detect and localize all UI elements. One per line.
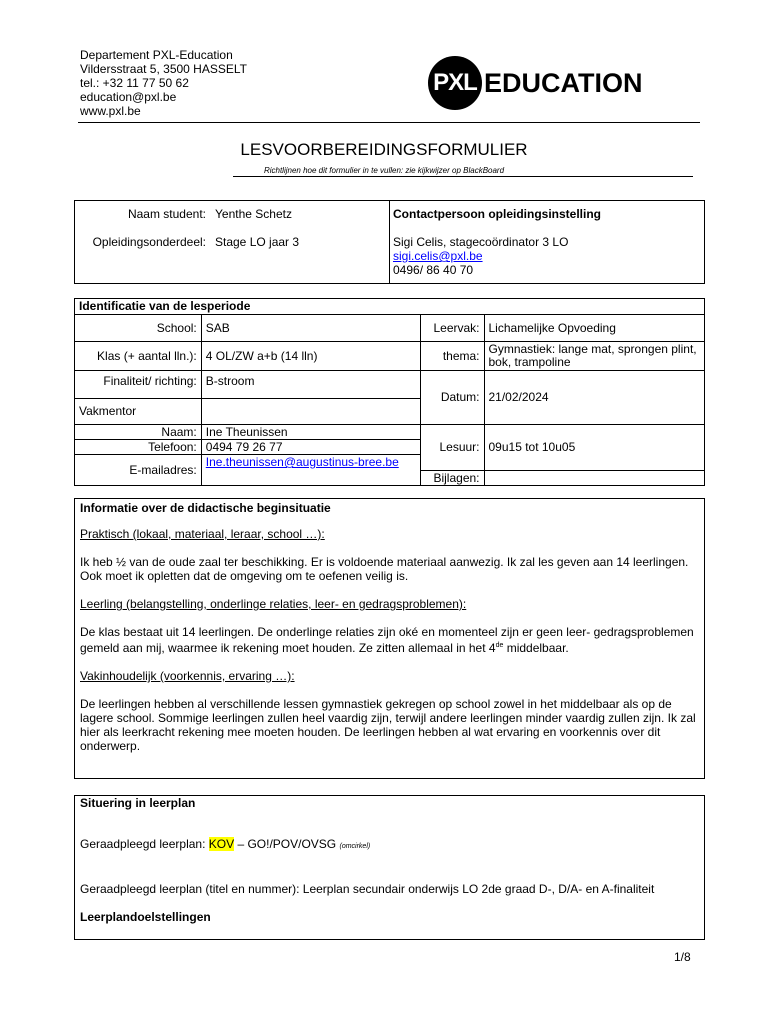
leerplan-kov-highlight: KOV bbox=[208, 837, 235, 851]
address-line: www.pxl.be bbox=[80, 104, 141, 118]
mentor-label: Vakmentor bbox=[75, 399, 202, 425]
contact-block bbox=[393, 235, 568, 277]
vak-label: Leervak: bbox=[420, 315, 484, 342]
ident-table bbox=[74, 298, 705, 486]
leerplan-doel: Leerplandoelstellingen bbox=[80, 910, 211, 924]
dept-value: Stage LO jaar 3 bbox=[215, 235, 300, 249]
student-box bbox=[74, 200, 705, 284]
thema-label: thema: bbox=[420, 342, 484, 371]
mentor-email-link[interactable]: Ine.theunissen@augustinus-bree.be bbox=[205, 455, 399, 469]
pxl-logo bbox=[428, 58, 643, 108]
fin-value: B-stroom bbox=[201, 371, 420, 399]
leer-text bbox=[80, 625, 699, 655]
naam-label: Naam: bbox=[75, 425, 202, 440]
leerplan-omcirkel: (omcirkel) bbox=[339, 843, 371, 850]
klas-label: Klas (+ aantal lln.): bbox=[75, 342, 202, 371]
header-address bbox=[80, 48, 247, 118]
leerplan-line2: Geraadpleegd leerplan (titel en nummer): Leerplan secundair onderwijs LO 2de graad D-, D/A- en A-finaliteit bbox=[80, 882, 655, 896]
address-line: education@pxl.be bbox=[80, 90, 177, 104]
school-value: SAB bbox=[201, 315, 420, 342]
tel-label: Telefoon: bbox=[75, 440, 202, 455]
student-box-divider bbox=[389, 201, 390, 283]
leer-text-sup: de bbox=[495, 642, 504, 649]
bijlagen-label: Bijlagen: bbox=[420, 471, 484, 486]
leer-text-end: middelbaar. bbox=[506, 641, 569, 655]
leer-text-main: De klas bestaat uit 14 leerlingen. De onderlinge relaties zijn oké en momenteel zijn er geen leer- gedragsproblemen gemeld aan mij, waarmee ik rekening moet houden. Ze zitten allemaal in het 4 bbox=[80, 625, 694, 655]
header-divider bbox=[78, 122, 700, 123]
leerplan-title: Situering in leerplan bbox=[80, 796, 196, 810]
datum-label: Datum: bbox=[420, 371, 484, 425]
leerplan-line1-rest: – GO!/POV/OVSG bbox=[234, 837, 340, 851]
vak-heading: Vakinhoudelijk (voorkennis, ervaring …): bbox=[80, 669, 295, 683]
info-box bbox=[74, 498, 705, 779]
page-number: 1/8 bbox=[674, 950, 691, 964]
leerplan-line1-prefix: Geraadpleegd leerplan: bbox=[80, 837, 209, 851]
naam-value: Ine Theunissen bbox=[201, 425, 420, 440]
contact-name: Sigi Celis, stagecoördinator 3 LO bbox=[393, 235, 569, 249]
leerplan-line1 bbox=[80, 837, 699, 854]
prak-text: Ik heb ½ van de oude zaal ter beschikking. Er is voldoende materiaal aanwezig. Ik zal les geven aan 14 leerlingen. Ook moet ik opletten dat de omgeving om te oefenen veilig is. bbox=[80, 555, 689, 583]
prak-heading: Praktisch (lokaal, materiaal, leraar, school …): bbox=[80, 527, 325, 541]
leer-heading: Leerling (belangstelling, onderlinge relaties, leer- en gedragsproblemen): bbox=[80, 597, 467, 611]
address-line: Departement PXL-Education bbox=[80, 48, 233, 62]
school-label: School: bbox=[75, 315, 202, 342]
form-title: LESVOORBEREIDINGSFORMULIER bbox=[240, 140, 528, 159]
leerplan-box bbox=[74, 795, 705, 940]
info-title: Informatie over de didactische beginsituatie bbox=[80, 501, 331, 515]
vak-text: De leerlingen hebben al verschillende lessen gymnastiek gekregen op school zowel in het middelbaar als op de lagere school. Sommige leerlingen zullen heel vaardig zijn, terwijl andere leerlingen minder vaardig zullen zijn. Ik zal hier als leerkracht rekening mee moeten houden. De leerlingen hebben al wat ervaring en voorkennis over dit onderwerp. bbox=[80, 697, 696, 753]
address-line: Vildersstraat 5, 3500 HASSELT bbox=[80, 62, 247, 76]
lesuur-value: 09u15 tot 10u05 bbox=[484, 425, 705, 471]
klas-value: 4 OL/ZW a+b (14 lln) bbox=[201, 342, 420, 371]
address-line: tel.: +32 11 77 50 62 bbox=[80, 76, 189, 90]
contact-email-link[interactable]: sigi.celis@pxl.be bbox=[393, 249, 483, 263]
student-name-label: Naam student: bbox=[127, 207, 206, 221]
pxl-logo-text: EDUCATION bbox=[484, 67, 643, 98]
dept-label: Opleidingsonderdeel: bbox=[92, 235, 206, 249]
ident-title: Identificatie van de lesperiode bbox=[75, 299, 705, 315]
datum-value: 21/02/2024 bbox=[484, 371, 705, 425]
mentor-empty bbox=[201, 399, 420, 425]
lesuur-label: Lesuur: bbox=[420, 425, 484, 471]
vak-value: Lichamelijke Opvoeding bbox=[484, 315, 705, 342]
contact-phone: 0496/ 86 40 70 bbox=[393, 263, 474, 277]
mail-label: E-mailadres: bbox=[75, 455, 202, 486]
subtitle-underline bbox=[233, 176, 693, 177]
pxl-logo-mark: PXL bbox=[428, 56, 482, 110]
bijlagen-value bbox=[484, 471, 705, 486]
thema-value: Gymnastiek: lange mat, sprongen plint, bok, trampoline bbox=[484, 342, 705, 371]
contact-title: Contactpersoon opleidingsinstelling bbox=[393, 207, 602, 221]
fin-label: Finaliteit/ richting: bbox=[75, 371, 202, 399]
form-subtitle: Richtlijnen hoe dit formulier in te vullen: zie kijkwijzer op BlackBoard bbox=[263, 166, 505, 175]
tel-value: 0494 79 26 77 bbox=[201, 440, 420, 455]
student-name-value: Yenthe Schetz bbox=[215, 207, 292, 221]
